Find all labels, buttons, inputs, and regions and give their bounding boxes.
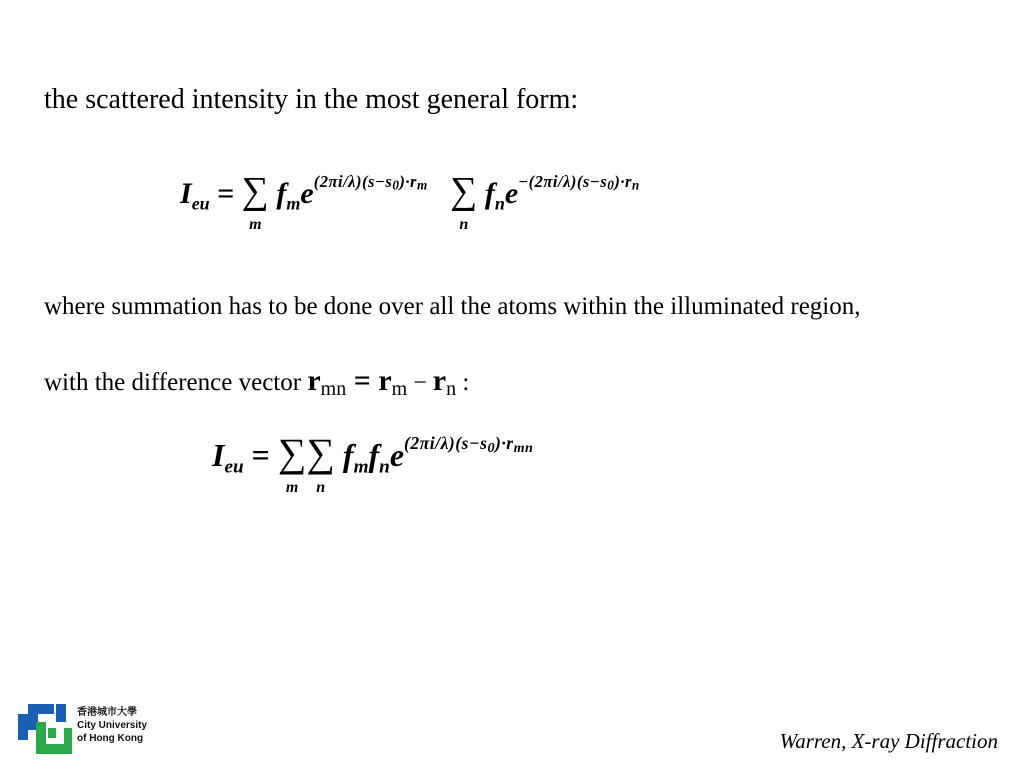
r-n: r <box>432 364 447 397</box>
r-m: r <box>378 364 392 397</box>
sum-symbol: ∑ <box>241 170 269 212</box>
r-m-sub: m <box>391 378 408 400</box>
eq1-factor-n: f <box>484 177 495 210</box>
eq1-exp-base: e <box>300 177 314 210</box>
eq2-factor-m-sub: m <box>353 456 369 478</box>
eq2-equals: = <box>251 437 270 473</box>
sum-index: n <box>459 216 469 233</box>
logo-line-1: City University <box>77 720 148 731</box>
double-sum-intensity-equation <box>212 430 534 496</box>
eq1-lhs-sub: eu <box>191 193 210 214</box>
eq2-factor-n-sub: n <box>379 456 390 478</box>
slide-heading: the scattered intensity in the most general form: <box>44 84 579 115</box>
r-n-sub: n <box>446 378 457 400</box>
eq2-exponent: (2πi/λ)(s−s0)·rmn <box>404 433 534 457</box>
eq1-factor-m-sub: m <box>286 193 301 214</box>
eq1-lhs: I <box>180 177 192 210</box>
cityu-emblem-icon <box>14 700 72 756</box>
difference-vector-text: with the difference vector <box>44 369 308 396</box>
eq2-sum-m <box>277 430 307 496</box>
eq2-lhs-sub: eu <box>224 456 244 478</box>
eq2-exp-base: e <box>389 437 405 473</box>
eq1-equals: = <box>217 177 235 210</box>
sum-index: n <box>316 479 326 496</box>
sum-symbol: ∑ <box>306 430 335 475</box>
eq1-exp-base-2: e <box>504 177 519 210</box>
minus-sign: − <box>407 370 433 396</box>
colon: : <box>456 369 470 396</box>
equals-sign: = <box>346 364 379 397</box>
difference-vector-definition <box>44 366 469 399</box>
eq1-exponent: (2πi/λ)(s−s0)·rm <box>313 172 428 193</box>
citation-footer: Warren, X-ray Diffraction <box>779 729 998 753</box>
eq1-exponent-2: −(2πi/λ)(s−s0)·rn <box>518 172 640 193</box>
summation-explanation: where summation has to be done over all the atoms within the illuminated region, <box>44 293 861 320</box>
logo-line-2: of Hong Kong <box>77 733 144 744</box>
cityu-logo <box>14 700 156 756</box>
eq2-sum-n <box>306 430 335 496</box>
logo-chinese-name: 香港城市大學 <box>77 707 137 718</box>
eq1-factor-m: f <box>276 177 287 210</box>
sum-symbol: ∑ <box>277 430 307 475</box>
sum-symbol: ∑ <box>450 170 478 212</box>
r-mn-sub: mn <box>320 378 347 400</box>
sum-index: m <box>249 216 262 233</box>
scattered-intensity-equation <box>180 170 640 233</box>
eq1-sum-m <box>241 170 269 233</box>
eq1-factor-n-sub: n <box>494 193 505 214</box>
logo-wordmark <box>77 706 147 745</box>
eq2-factor-n: f <box>368 437 380 473</box>
r-mn: r <box>307 364 321 397</box>
sum-index: m <box>285 479 299 496</box>
eq2-lhs: I <box>212 437 225 473</box>
eq2-factor-m: f <box>342 437 354 473</box>
eq1-sum-n <box>450 170 478 233</box>
